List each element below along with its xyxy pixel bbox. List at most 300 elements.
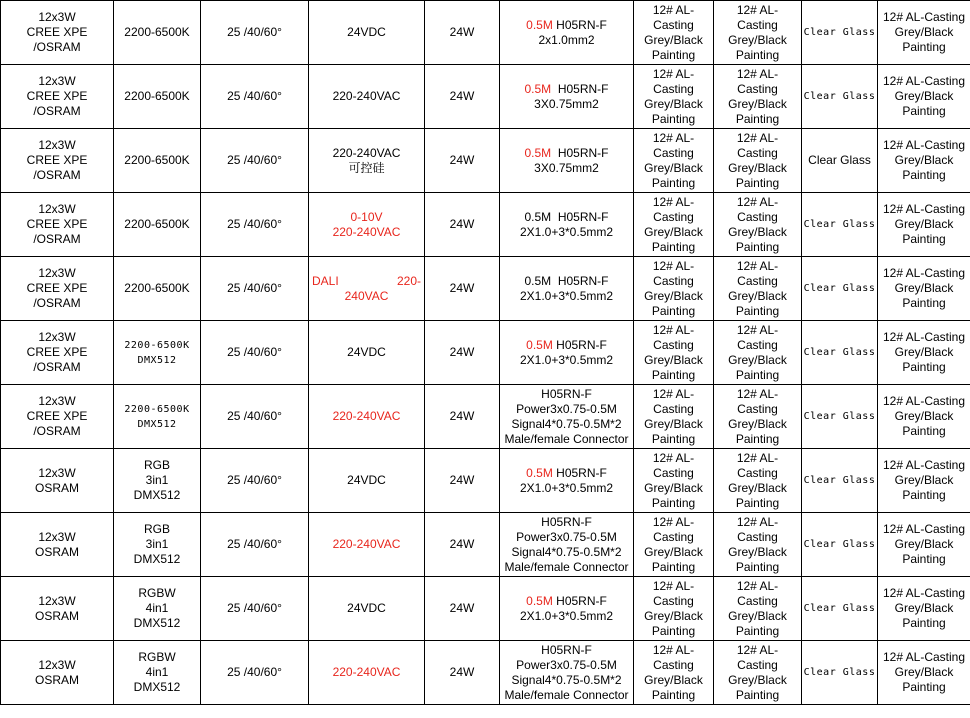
voltage-cell — [309, 65, 425, 129]
cable-cell — [500, 257, 634, 321]
lens-cell — [802, 513, 878, 577]
lens-value: Clear Glass — [803, 539, 876, 550]
cell-line: CREE XPE — [26, 345, 88, 359]
cable-cell — [500, 129, 634, 193]
cell-line: 12# AL-Casting — [882, 330, 966, 344]
voltage-line: 220-240VAC — [332, 145, 401, 160]
cell-line: Painting — [735, 239, 780, 254]
cable-part: 2X1.0+3*0.5mm2 — [519, 288, 614, 303]
cable-part: Signal4*0.75-0.5M*2 — [511, 544, 622, 559]
cover-cell — [714, 449, 802, 513]
cell-line: Grey/Black — [644, 544, 703, 559]
cell-line: Grey/Black — [728, 288, 787, 303]
cable-line — [501, 545, 632, 560]
cable-part: 2X1.0+3*0.5mm2 — [519, 224, 614, 239]
cell-line: Grey/Black — [728, 160, 787, 175]
cell-line: 12# AL- — [736, 258, 779, 273]
cell-line: Painting — [902, 424, 946, 438]
cell-line: OSRAM — [34, 608, 79, 623]
cable-line — [501, 594, 632, 609]
cell-line: 12# AL-Casting — [882, 394, 966, 408]
cell-line: Painting — [651, 559, 696, 574]
voltage-cell — [309, 193, 425, 257]
cell-line: 12x3W — [38, 529, 76, 544]
cell-line: 12# AL- — [736, 66, 779, 81]
cell-line: OSRAM — [34, 672, 79, 687]
beam-value: 25 /40/60° — [227, 281, 282, 295]
cell-line: 2200-6500K — [124, 153, 190, 167]
cell-line: Grey/Black — [644, 672, 703, 687]
cable-line — [501, 643, 632, 658]
beam-cell — [201, 257, 309, 321]
beam-cell — [201, 65, 309, 129]
voltage-part: 240VAC — [344, 288, 389, 303]
cell-line: 12# AL- — [652, 642, 695, 657]
cct-cell — [114, 577, 201, 641]
beam-cell — [201, 513, 309, 577]
cable-line — [501, 274, 632, 289]
cell-line: 12# AL-Casting — [882, 650, 966, 664]
lens-value: Clear Glass — [803, 219, 876, 230]
cct-cell — [114, 449, 201, 513]
table-row — [1, 385, 970, 449]
cell-line: Grey/Black — [728, 416, 787, 431]
cell-line: Casting — [737, 465, 778, 480]
power-value: 24W — [449, 601, 475, 615]
cell-line: Grey/Black — [894, 473, 954, 487]
cell-line: Grey/Black — [644, 32, 703, 47]
spec-table-body — [1, 1, 970, 705]
cell-line: 2200-6500K — [124, 25, 190, 39]
cell-line: Painting — [651, 175, 696, 190]
lens-cell — [802, 641, 878, 705]
cell-line: 12# AL- — [652, 322, 695, 337]
cell-line: Casting — [737, 529, 778, 544]
cell-line: Painting — [735, 559, 780, 574]
cell-line: Grey/Black — [644, 480, 703, 495]
lens-value: Clear Glass — [803, 411, 876, 422]
lens-value: Clear Glass — [803, 347, 876, 358]
lens-value: Clear Glass — [803, 27, 876, 38]
cell-line: 12# AL-Casting — [882, 586, 966, 600]
cell-line: Painting — [735, 623, 780, 638]
cell-line: Grey/Black — [644, 416, 703, 431]
cell-line: Painting — [902, 488, 946, 502]
cell-line: 12# AL-Casting — [882, 10, 966, 24]
power-cell — [425, 577, 500, 641]
power-cell — [425, 513, 500, 577]
source-cell — [1, 129, 114, 193]
cell-line: Painting — [651, 687, 696, 702]
power-value: 24W — [449, 473, 475, 487]
voltage-line: 220-240VAC — [332, 224, 401, 239]
cell-line: Painting — [902, 40, 946, 54]
cable-line — [501, 481, 632, 496]
cable-part: H05RN-F — [551, 81, 609, 96]
lens-cell — [802, 449, 878, 513]
beam-value: 25 /40/60° — [227, 345, 282, 359]
voltage-line: 24VDC — [347, 25, 386, 39]
power-value: 24W — [449, 665, 475, 679]
cell-line: /OSRAM — [33, 104, 81, 118]
cell-line: 12x3W — [38, 394, 76, 408]
cable-line — [501, 530, 632, 545]
cell-line: 2200-6500K — [124, 89, 190, 103]
cell-line: Painting — [902, 680, 946, 694]
voltage-cell — [309, 385, 425, 449]
voltage-line: 220-240VAC — [332, 665, 401, 679]
cell-line: Grey/Black — [728, 224, 787, 239]
cell-line: 12x3W — [38, 657, 76, 672]
cell-line: DMX512 — [137, 418, 177, 430]
cell-line: 3in1 — [145, 537, 169, 551]
cable-cell — [500, 385, 634, 449]
cell-line: RGBW — [138, 650, 176, 664]
voltage-line: 220-240VAC — [332, 409, 401, 423]
cell-line: Grey/Black — [644, 96, 703, 111]
cable-line — [501, 225, 632, 240]
beam-cell — [201, 321, 309, 385]
cell-line: Painting — [902, 360, 946, 374]
cable-cell — [500, 449, 634, 513]
cable-cell — [500, 65, 634, 129]
voltage-cell — [309, 513, 425, 577]
cell-line: Casting — [737, 273, 778, 288]
source-cell — [1, 257, 114, 321]
cable-line — [501, 161, 632, 176]
cell-line: Painting — [735, 303, 780, 318]
cell-line: Casting — [653, 465, 694, 480]
cable-line — [501, 289, 632, 304]
cell-line: Grey/Black — [644, 608, 703, 623]
cell-line: /OSRAM — [33, 168, 81, 182]
beam-cell — [201, 193, 309, 257]
cell-line: Casting — [653, 401, 694, 416]
housing-cell — [634, 129, 714, 193]
table-row — [1, 513, 970, 577]
cover-cell — [714, 385, 802, 449]
cover-cell — [714, 65, 802, 129]
power-cell — [425, 449, 500, 513]
cell-line: 2200-6500K — [124, 217, 190, 231]
cell-line: Painting — [651, 623, 696, 638]
cell-line: Casting — [653, 657, 694, 672]
cell-line: 12# AL- — [736, 322, 779, 337]
beam-cell — [201, 129, 309, 193]
lens-value: Clear Glass — [803, 603, 876, 614]
cover-cell — [714, 129, 802, 193]
bracket-cell — [878, 1, 970, 65]
cell-line: Casting — [737, 337, 778, 352]
voltage-part: DALI — [312, 273, 339, 288]
cell-line: Casting — [737, 401, 778, 416]
lens-cell — [802, 65, 878, 129]
beam-cell — [201, 577, 309, 641]
power-value: 24W — [449, 217, 475, 231]
cell-line: Grey/Black — [644, 224, 703, 239]
table-row — [1, 641, 970, 705]
table-row — [1, 1, 970, 65]
cell-line: Grey/Black — [894, 153, 954, 167]
cable-line — [501, 18, 632, 33]
cable-line — [501, 97, 632, 112]
cable-part: 0.5M — [526, 465, 553, 480]
cell-line: Grey/Black — [894, 89, 954, 103]
cover-cell — [714, 641, 802, 705]
cable-line — [501, 466, 632, 481]
cell-line: Grey/Black — [728, 544, 787, 559]
power-cell — [425, 257, 500, 321]
power-cell — [425, 641, 500, 705]
cell-line: 12x3W — [38, 202, 76, 216]
power-value: 24W — [449, 537, 475, 551]
cell-line: Grey/Black — [644, 352, 703, 367]
cct-cell — [114, 257, 201, 321]
cell-line: Grey/Black — [728, 96, 787, 111]
cell-line: Casting — [737, 81, 778, 96]
source-cell — [1, 193, 114, 257]
cable-part: H05RN-F — [552, 17, 607, 32]
cell-line: RGB — [143, 458, 170, 472]
cell-line: 12x3W — [38, 465, 76, 480]
cell-line: Painting — [651, 111, 696, 126]
cell-line: /OSRAM — [33, 296, 81, 310]
cell-line: Casting — [653, 145, 694, 160]
cable-cell — [500, 1, 634, 65]
cable-part: 2X1.0+3*0.5mm2 — [519, 480, 614, 495]
beam-cell — [201, 385, 309, 449]
housing-cell — [634, 513, 714, 577]
cable-line — [501, 146, 632, 161]
voltage-line: 220-240VAC — [332, 89, 401, 103]
cct-cell — [114, 385, 201, 449]
voltage-part: 220- — [396, 273, 421, 288]
cell-line: Painting — [735, 495, 780, 510]
cell-line: 12x3W — [38, 593, 76, 608]
housing-cell — [634, 65, 714, 129]
cell-line: Painting — [902, 552, 946, 566]
voltage-line: 220-240VAC — [332, 537, 401, 551]
cable-part: Power3x0.75-0.5M — [516, 401, 617, 416]
power-value: 24W — [449, 281, 475, 295]
beam-value: 25 /40/60° — [227, 89, 282, 103]
cell-line: Grey/Black — [644, 288, 703, 303]
cable-line — [501, 82, 632, 97]
power-value: 24W — [449, 89, 475, 103]
cable-line — [501, 33, 632, 48]
cell-line: Casting — [653, 593, 694, 608]
beam-cell — [201, 449, 309, 513]
table-row — [1, 65, 970, 129]
cell-line: 12# AL- — [652, 386, 695, 401]
cct-cell — [114, 129, 201, 193]
cell-line: 12# AL- — [652, 258, 695, 273]
cell-line: 12# AL- — [652, 578, 695, 593]
lens-value: Clear Glass — [803, 475, 876, 486]
cell-line: /OSRAM — [33, 232, 81, 246]
lens-cell — [802, 577, 878, 641]
cell-line: Painting — [902, 232, 946, 246]
cell-line: 12x3W — [38, 266, 76, 280]
cable-cell — [500, 321, 634, 385]
cable-part: H05RN-F — [552, 593, 607, 608]
cable-part: 0.5M — [524, 81, 552, 96]
cable-line — [501, 560, 632, 575]
cell-line: Painting — [735, 431, 780, 446]
cell-line: 12x3W — [38, 330, 76, 344]
cable-line — [501, 210, 632, 225]
cable-line — [501, 515, 632, 530]
cable-line — [501, 673, 632, 688]
cell-line: OSRAM — [34, 480, 79, 495]
cell-line: RGBW — [138, 586, 176, 600]
cable-line — [501, 688, 632, 703]
cable-line — [501, 417, 632, 432]
cell-line: CREE XPE — [26, 153, 88, 167]
cell-line: 12# AL- — [736, 2, 779, 17]
voltage-cell — [309, 577, 425, 641]
cell-line: 2200-6500K — [124, 339, 190, 351]
lens-value: Clear Glass — [803, 667, 876, 678]
cell-line: Casting — [737, 593, 778, 608]
cell-line: 12# AL-Casting — [882, 522, 966, 536]
cell-line: 12# AL- — [652, 130, 695, 145]
lens-value: Clear Glass — [808, 153, 871, 167]
cell-line: Painting — [735, 175, 780, 190]
cell-line: 12x3W — [38, 10, 76, 24]
housing-cell — [634, 385, 714, 449]
power-cell — [425, 193, 500, 257]
voltage-line: 0-10V — [350, 209, 383, 224]
voltage-dali-line — [310, 274, 423, 289]
cell-line: 3in1 — [145, 473, 169, 487]
cable-line — [501, 353, 632, 368]
cell-line: Grey/Black — [644, 160, 703, 175]
cable-part: H05RN-F — [541, 386, 592, 401]
cell-line: Casting — [737, 657, 778, 672]
cell-line: DMX512 — [137, 354, 177, 366]
cell-line: CREE XPE — [26, 217, 88, 231]
cable-part: 2X1.0+3*0.5mm2 — [519, 352, 614, 367]
power-value: 24W — [449, 409, 475, 423]
cell-line: Painting — [651, 47, 696, 62]
cable-part: Power3x0.75-0.5M — [516, 657, 617, 672]
beam-value: 25 /40/60° — [227, 665, 282, 679]
voltage-line: 24VDC — [347, 601, 386, 615]
cable-part: 0.5M — [526, 337, 553, 352]
cable-part: 0.5M — [526, 17, 553, 32]
cell-line: Grey/Black — [894, 537, 954, 551]
bracket-cell — [878, 321, 970, 385]
cover-cell — [714, 193, 802, 257]
power-cell — [425, 1, 500, 65]
cell-line: Grey/Black — [728, 480, 787, 495]
source-cell — [1, 65, 114, 129]
cell-line: Grey/Black — [894, 281, 954, 295]
cell-line: Grey/Black — [728, 672, 787, 687]
cable-part: 0.5M H05RN-F — [524, 209, 609, 224]
cell-line: /OSRAM — [33, 40, 81, 54]
power-cell — [425, 65, 500, 129]
cell-line: 12# AL- — [736, 578, 779, 593]
bracket-cell — [878, 449, 970, 513]
power-cell — [425, 385, 500, 449]
cell-line: 12# AL- — [652, 66, 695, 81]
cell-line: Painting — [902, 104, 946, 118]
housing-cell — [634, 193, 714, 257]
cable-part: Male/female Connector — [504, 687, 629, 702]
table-row — [1, 257, 970, 321]
cover-cell — [714, 321, 802, 385]
cable-part: Signal4*0.75-0.5M*2 — [511, 416, 622, 431]
cable-cell — [500, 641, 634, 705]
cell-line: Casting — [653, 273, 694, 288]
cell-line: 12# AL-Casting — [882, 202, 966, 216]
cell-line: CREE XPE — [26, 409, 88, 423]
bracket-cell — [878, 193, 970, 257]
housing-cell — [634, 577, 714, 641]
cable-part: 0.5M — [526, 593, 553, 608]
cable-part: 3X0.75mm2 — [534, 96, 599, 111]
power-value: 24W — [449, 153, 475, 167]
cell-line: 12# AL-Casting — [882, 138, 966, 152]
voltage-line: 可控硅 — [348, 160, 385, 175]
cable-part: H05RN-F — [551, 145, 609, 160]
power-value: 24W — [449, 345, 475, 359]
cell-line: 12# AL-Casting — [882, 458, 966, 472]
beam-value: 25 /40/60° — [227, 153, 282, 167]
beam-value: 25 /40/60° — [227, 473, 282, 487]
cable-line — [501, 432, 632, 447]
cell-line: 12x3W — [38, 138, 76, 152]
cell-line: Grey/Black — [728, 32, 787, 47]
bracket-cell — [878, 65, 970, 129]
beam-value: 25 /40/60° — [227, 25, 282, 39]
cell-line: DMX512 — [133, 488, 181, 502]
lens-cell — [802, 321, 878, 385]
housing-cell — [634, 1, 714, 65]
cable-line — [501, 338, 632, 353]
cell-line: DMX512 — [133, 552, 181, 566]
cable-cell — [500, 513, 634, 577]
source-cell — [1, 385, 114, 449]
cell-line: OSRAM — [34, 544, 79, 559]
cell-line: Painting — [735, 687, 780, 702]
cable-cell — [500, 577, 634, 641]
cable-line — [501, 402, 632, 417]
cct-cell — [114, 193, 201, 257]
bracket-cell — [878, 257, 970, 321]
cover-cell — [714, 1, 802, 65]
cell-line: Grey/Black — [728, 352, 787, 367]
cell-line: Grey/Black — [894, 409, 954, 423]
cable-part: H05RN-F — [541, 514, 592, 529]
cell-line: 4in1 — [145, 665, 169, 679]
cell-line: 12# AL-Casting — [882, 74, 966, 88]
cell-line: Casting — [737, 17, 778, 32]
cct-cell — [114, 641, 201, 705]
cable-line — [501, 658, 632, 673]
source-cell — [1, 1, 114, 65]
cell-line: Grey/Black — [894, 217, 954, 231]
housing-cell — [634, 449, 714, 513]
table-row — [1, 321, 970, 385]
cct-cell — [114, 1, 201, 65]
bracket-cell — [878, 641, 970, 705]
voltage-cell — [309, 321, 425, 385]
voltage-cell — [309, 257, 425, 321]
cell-line: Grey/Black — [894, 601, 954, 615]
